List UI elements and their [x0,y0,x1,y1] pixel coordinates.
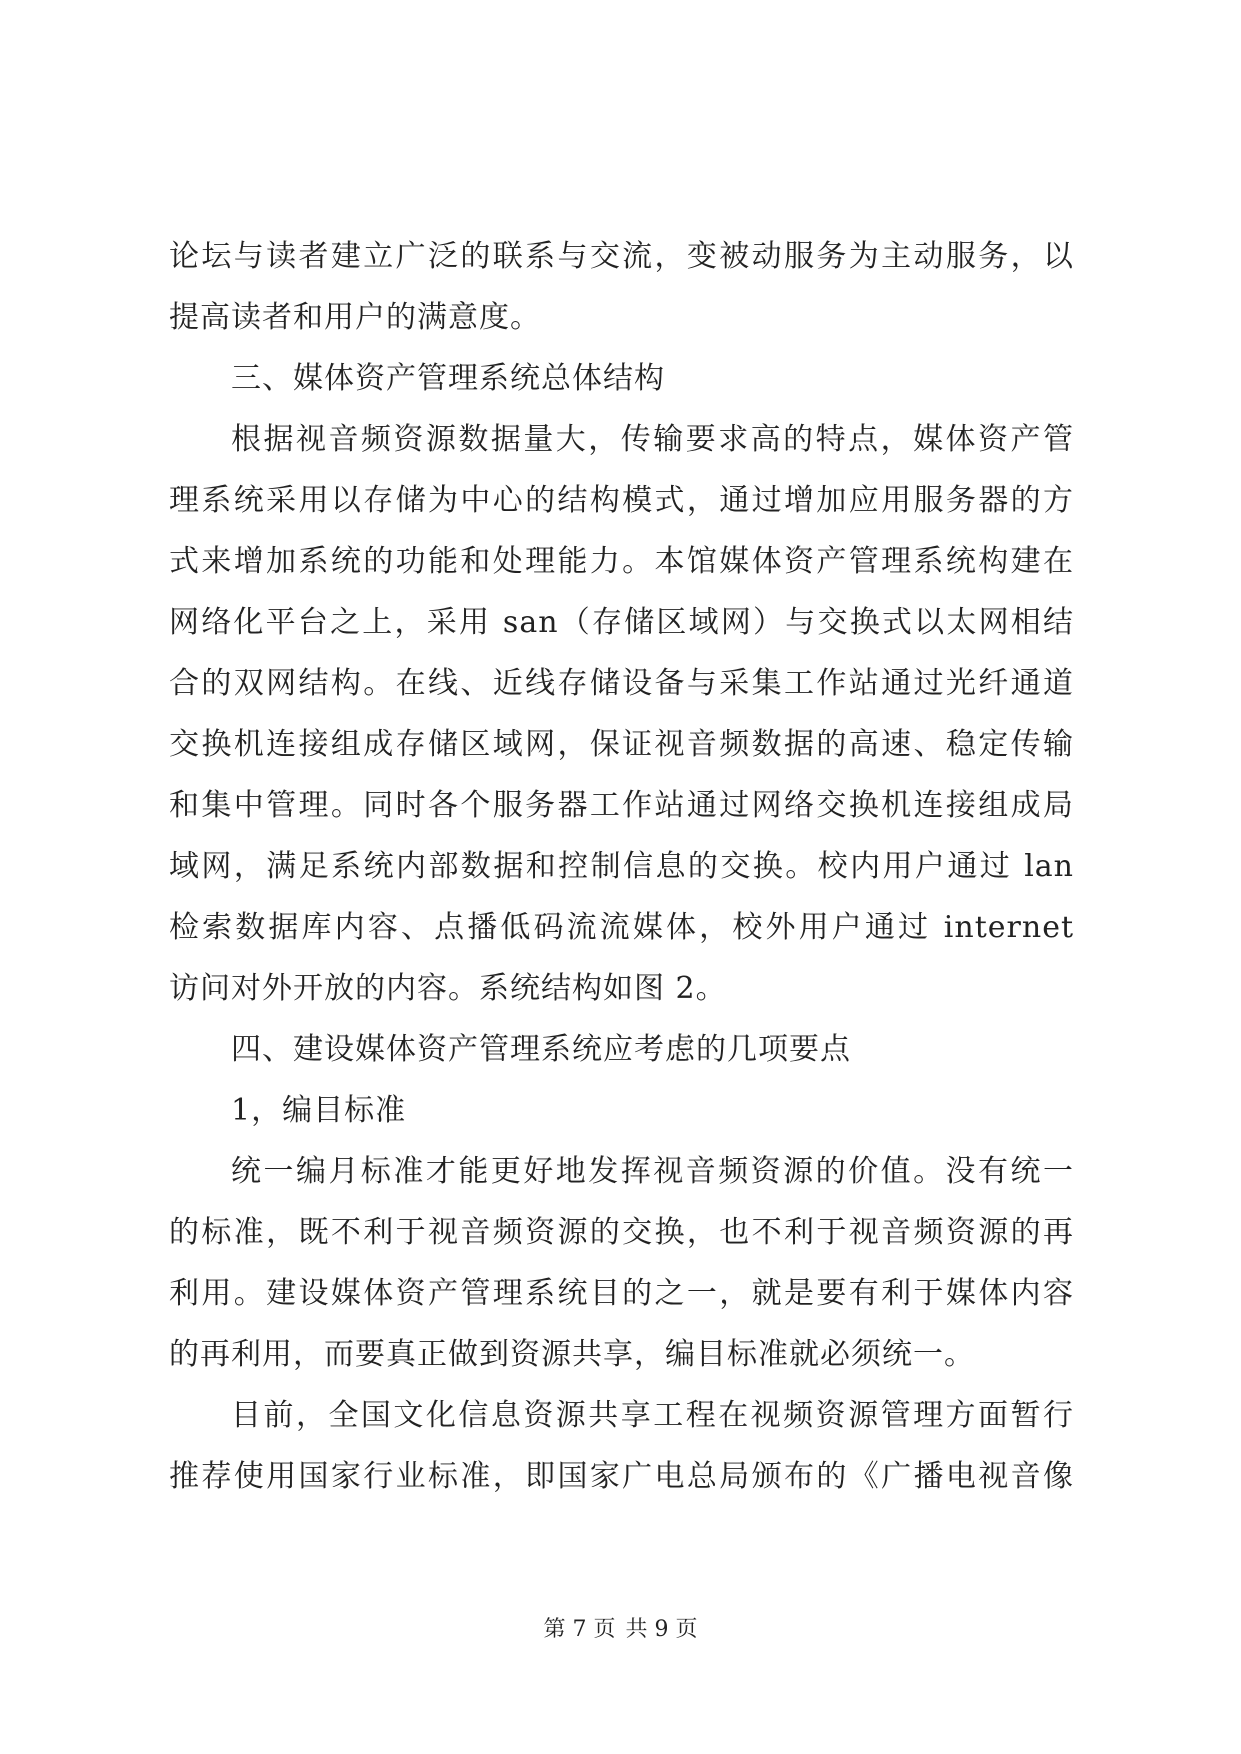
subsection-heading: 1，编目标准 [231,1093,407,1128]
paragraph-line: 提高读者和用户的满意度。 [169,300,541,335]
paragraph-line: 交换机连接组成存储区域网，保证视音频数据的高速、稳定传输 [169,727,1074,762]
paragraph-line: 合的双网结构。在线、近线存储设备与采集工作站通过光纤通道 [169,666,1074,701]
section-heading: 三、媒体资产管理系统总体结构 [231,361,665,396]
paragraph-line: 统一编月标准才能更好地发挥视音频资源的价值。没有统一 [231,1154,1074,1189]
paragraph-line: 的再利用，而要真正做到资源共享，编目标准就必须统一。 [169,1337,975,1372]
paragraph-line: 根据视音频资源数据量大，传输要求高的特点，媒体资产管 [231,422,1074,457]
paragraph-line: 利用。建设媒体资产管理系统目的之一，就是要有利于媒体内容 [169,1276,1074,1311]
paragraph-line: 网络化平台之上，采用 san（存储区域网）与交换式以太网相结 [169,605,1074,640]
paragraph-line: 访问对外开放的内容。系统结构如图 2。 [169,971,727,1006]
paragraph-line: 论坛与读者建立广泛的联系与交流，变被动服务为主动服务，以 [169,239,1074,274]
paragraph-line: 理系统采用以存储为中心的结构模式，通过增加应用服务器的方 [169,483,1074,518]
paragraph-line: 目前，全国文化信息资源共享工程在视频资源管理方面暂行 [231,1398,1074,1433]
paragraph-line: 检索数据库内容、点播低码流流媒体，校外用户通过 internet [169,910,1074,945]
paragraph-line: 域网，满足系统内部数据和控制信息的交换。校内用户通过 lan [169,849,1074,884]
paragraph-line: 的标准，既不利于视音频资源的交换，也不利于视音频资源的再 [169,1215,1074,1250]
section-heading: 四、建设媒体资产管理系统应考虑的几项要点 [231,1032,851,1067]
paragraph-line: 式来增加系统的功能和处理能力。本馆媒体资产管理系统构建在 [169,544,1074,579]
page-number: 第 7 页 [543,1617,616,1642]
paragraph-line: 和集中管理。同时各个服务器工作站通过网络交换机连接组成局 [169,788,1074,823]
page-footer [0,1615,1241,1645]
total-pages: 共 9 页 [625,1617,698,1642]
body-text [169,226,1074,1507]
paragraph-line: 推荐使用国家行业标准，即国家广电总局颁布的《广播电视音像 [169,1459,1074,1494]
